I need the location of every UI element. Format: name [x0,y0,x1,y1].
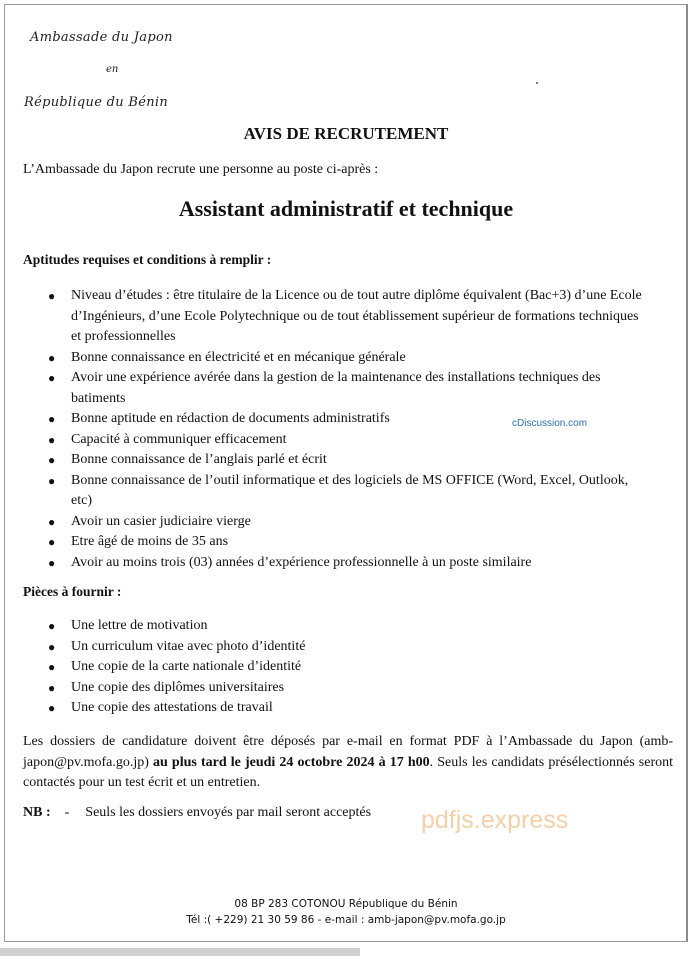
bullet-icon: ● [48,412,56,426]
notice-title: AVIS DE RECRUTEMENT [243,124,449,143]
bullet-icon: ● [48,371,56,385]
footer-contact: Tél :( +229) 21 30 59 86 - e-mail : amb-japon@pv.mofa.go.jp [186,914,506,926]
document-item [40,637,650,658]
bullet-icon: ● [48,701,56,715]
documents-heading: Pièces à fournir : [23,584,122,599]
document-item-text: Une lettre de motivation [71,618,208,633]
requirement-item [40,430,650,451]
nb-note [23,805,371,821]
document-item [40,657,650,678]
submission-paragraph [23,732,673,794]
scan-speck [536,82,538,84]
bullet-icon: ● [48,350,56,365]
document-item-text: Un curriculum vitae avec photo d’identité [71,638,306,654]
requirement-item-text: Avoir un casier judiciaire vierge [71,513,251,529]
document-item-text: Une copie des diplômes universitaires [71,679,285,695]
embassy-header-line2: en [106,64,119,75]
requirement-item-text: Avoir une expérience avérée dans la gestion de la maintenance des installations techniques des batiments [71,370,601,406]
bullet-icon: ● [48,639,56,654]
submission-deadline: au plus tard le jeudi 24 octobre 2024 à 17 h00 [153,754,430,770]
document-item [40,678,650,699]
bullet-icon: ● [48,514,56,529]
bullet-icon: ● [48,473,56,488]
requirements-list [40,286,650,573]
requirement-item-text: Avoir au moins trois (03) années d’expérience professionnelle à un poste similaire [71,554,532,570]
bullet-icon: ● [48,453,56,467]
document-item [40,698,650,719]
submission-text-2: . Seuls les candidats présélectionnés seront contactés pour un test écrit et un entretien. [23,754,673,790]
documents-list [40,616,650,719]
tool-watermark: pdfjs.express [421,806,569,834]
requirement-item-text: Bonne aptitude en rédaction de documents administratifs [71,411,390,426]
requirement-item [40,450,650,471]
requirement-item-text: Etre âgé de moins de 35 ans [71,534,229,549]
nb-label: NB : [23,805,51,820]
requirement-item [40,532,650,553]
requirement-item [40,553,650,574]
site-watermark: cDiscussion.com [512,418,588,429]
horizontal-scrollbar[interactable] [0,948,360,956]
bullet-icon: ● [48,289,56,303]
requirement-item-text: Capacité à communiquer efficacement [71,431,287,447]
bullet-icon: ● [48,535,56,549]
bullet-icon: ● [48,432,56,447]
requirement-item [40,471,650,512]
bullet-icon: ● [48,660,56,674]
bullet-icon: ● [48,555,56,570]
requirement-item [40,512,650,533]
document-item [40,616,650,637]
document-item-text: Une copie de la carte nationale d’identité [71,659,302,674]
requirements-heading: Aptitudes requises et conditions à remplir : [23,252,272,267]
intro-text: L’Ambassade du Japon recrute une personne au poste ci-après : [23,162,379,177]
embassy-header-line3: République du Bénin [24,95,169,110]
bullet-icon: ● [48,680,56,695]
nb-dash: - [64,805,70,820]
footer-address: 08 BP 283 COTONOU République du Bénin [234,898,458,910]
requirement-item-text: Bonne connaissance de l’anglais parlé et écrit [71,452,327,467]
requirement-item [40,348,650,369]
embassy-header-line1: Ambassade du Japon [30,30,173,45]
bullet-icon: ● [48,619,56,633]
document-item-text: Une copie des attestations de travail [71,700,273,715]
submission-text-1: Les dossiers de candidature doivent être déposés par e-mail en format PDF à l’Ambassade du Japon (amb-japon@pv.mofa.go.jp) [23,734,673,770]
requirement-item-text: Bonne connaissance en électricité et en mécanique générale [71,349,406,365]
requirement-item-text: Niveau d’études : être titulaire de la Licence ou de tout autre diplôme équivalent (Bac+3) d’une Ecole d’Ingénieurs, d’une Ecole Polytechnique ou de tout établissement supérieur de formations techniques et professionnelles [71,288,642,344]
requirement-item [40,286,650,348]
nb-text: Seuls les dossiers envoyés par mail seront acceptés [85,805,372,820]
requirement-item-text: Bonne connaissance de l’outil informatique et des logiciels de MS OFFICE (Word, Excel, Outlook, etc) [71,472,629,508]
requirement-item [40,368,650,409]
position-title: Assistant administratif et technique [178,196,514,221]
